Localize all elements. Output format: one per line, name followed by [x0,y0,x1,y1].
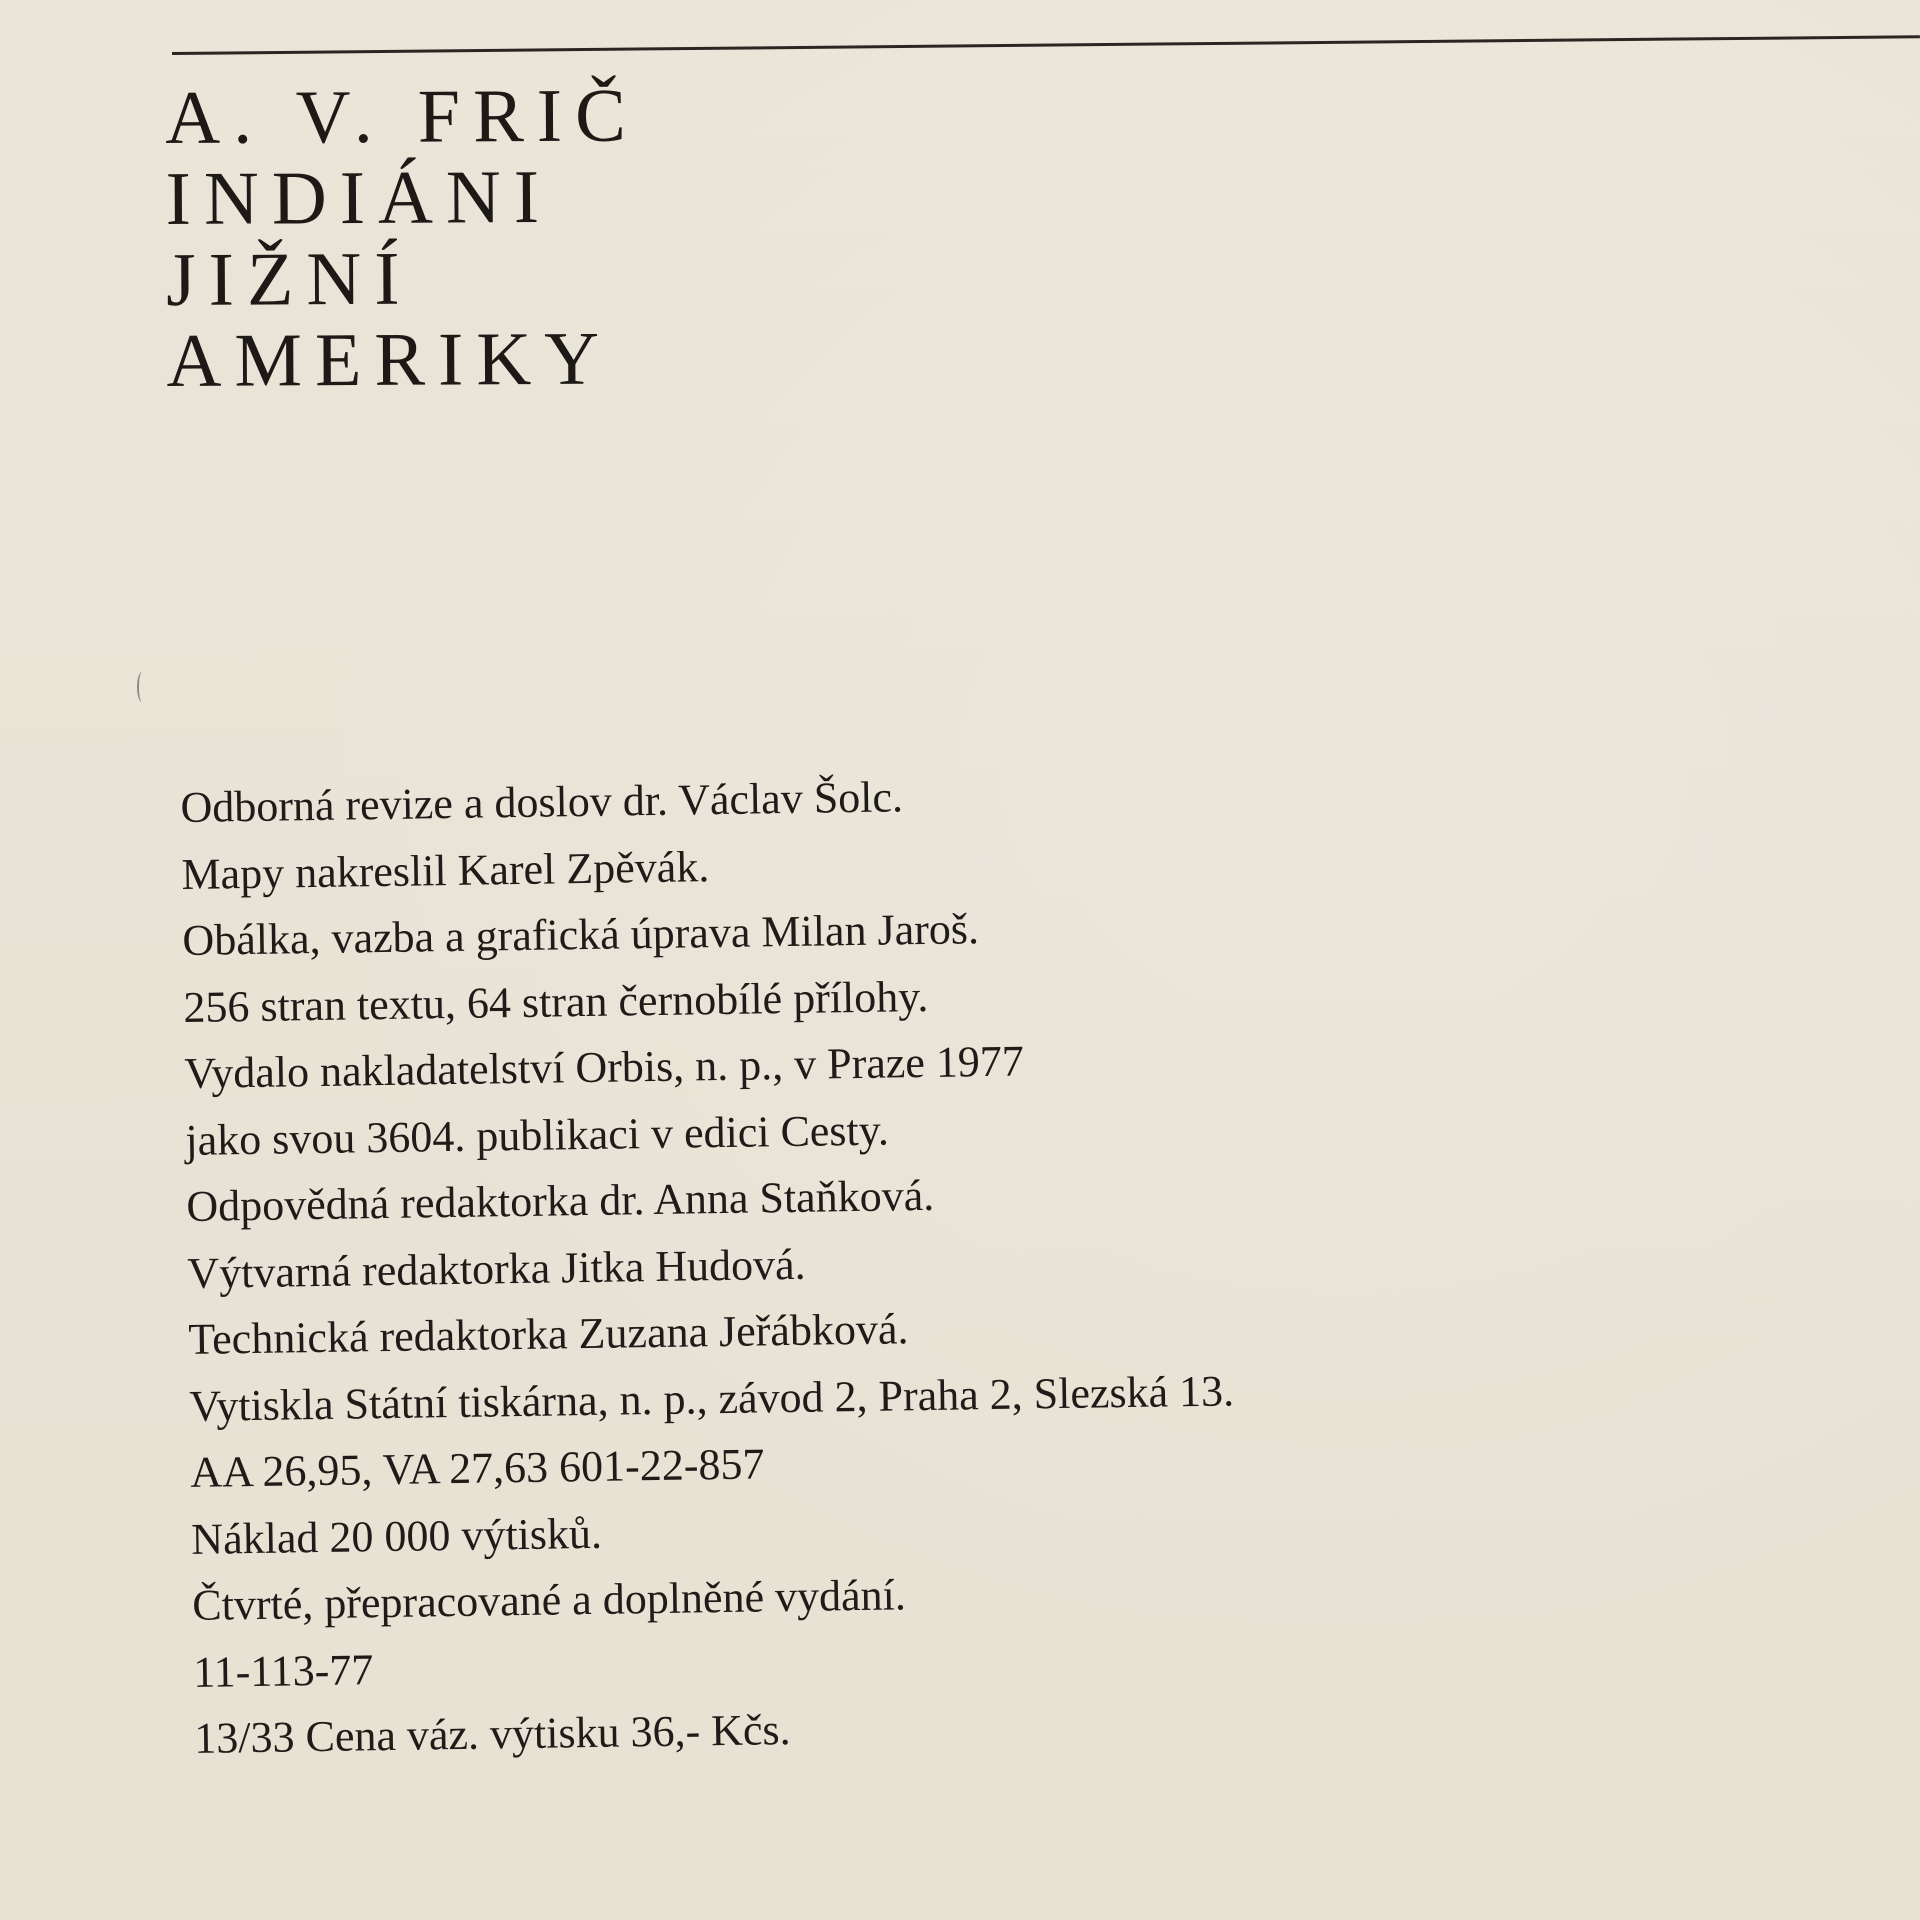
colophon-line: Vytiskla Státní tiskárna, n. p., závod 2, Praha 2, Slezská 13. [188,1365,1235,1431]
colophon-line: 11-113-77 [192,1644,374,1697]
colophon-line: Mapy nakreslil Karel Zpěvák. [181,841,710,899]
page-mark [137,672,147,702]
colophon-line: AA 26,95, VA 27,63 601-22-857 [189,1439,765,1497]
book-title [164,73,640,403]
title-line-3: AMERIKY [166,316,613,403]
title-line-1: INDIÁNI [165,154,553,241]
colophon-line: Odborná revize a doslov dr. Václav Šolc. [180,772,904,832]
colophon-line: Náklad 20 000 výtisků. [190,1508,603,1564]
title-line-2: JIŽNÍ [165,236,413,322]
title-author: A. V. FRIČ [164,73,639,160]
colophon-line: 256 stran textu, 64 stran černobílé přílohy. [183,971,929,1032]
colophon-line: Čtvrté, přepracované a doplněné vydání. [191,1570,907,1630]
colophon-line: Výtvarná redaktorka Jitka Hudová. [187,1239,806,1298]
colophon-line: Vydalo nakladatelství Orbis, n. p., v Praze 1977 [184,1036,1025,1098]
colophon-line: 13/33 Cena váz. výtisku 36,- Kčs. [193,1705,791,1763]
colophon-line: jako svou 3604. publikaci v edici Cesty. [185,1105,890,1165]
colophon-line: Odpovědná redaktorka dr. Anna Staňková. [186,1170,935,1231]
colophon [180,760,1240,1773]
top-rule [172,35,1920,55]
colophon-line: Technická redaktorka Zuzana Jeřábková. [188,1304,909,1364]
colophon-line: Obálka, vazba a grafická úprava Milan Jaroš. [182,904,980,965]
